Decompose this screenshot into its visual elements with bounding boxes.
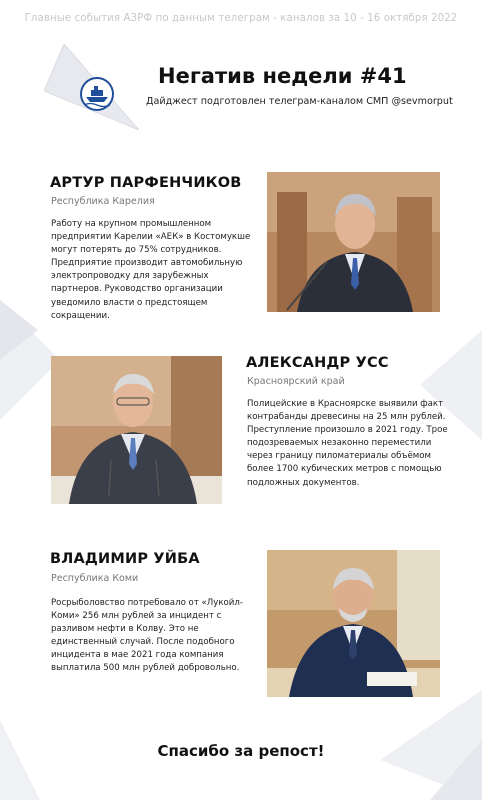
person-name: АРТУР ПАРФЕНЧИКОВ bbox=[50, 175, 242, 191]
person-photo bbox=[267, 550, 440, 697]
person-name: АЛЕКСАНДР УСС bbox=[246, 355, 389, 371]
person-photo bbox=[51, 356, 222, 504]
header-caption: Главные события АЗРФ по данным телеграм - каналов за 10 - 16 октября 2022 bbox=[24, 13, 458, 24]
person-region: Республика Карелия bbox=[51, 196, 155, 207]
person-region: Республика Коми bbox=[51, 573, 139, 584]
person-photo bbox=[267, 172, 440, 312]
person-name: ВЛАДИМИР УЙБА bbox=[50, 551, 200, 567]
person-description: Работу на крупном промышленном предприятии Карелии «АЕК» в Костомукше могут потерять до 75% сотрудников. Предприятие производит автомобильную электропроводку для зарубежных партнеров. Руководство организации уведомило власти о предстоящем сокращении. bbox=[51, 219, 251, 321]
page-subtitle: Дайджест подготовлен телеграм-каналом СМП @sevmorput bbox=[146, 96, 453, 107]
person-region: Красноярский край bbox=[247, 376, 345, 387]
thanks-footer: Спасибо за репост! bbox=[157, 742, 325, 760]
person-description: Росрыболовство потребовало от «Лукойл- Коми» 256 млн рублей за инцидент с разливом нефти в Колву. Это не единственный случай. После подобного инцидента в мае 2021 года компания выплатила 500 млн рублей добровольно. bbox=[51, 598, 243, 674]
person-description: Полицейские в Красноярске выявили факт контрабанды древесины на 25 млн рублей. Преступление произошло в 2021 году. Трое подозреваемых незаконно переместили через границу пиломатериалы объёмом более 1700 кубических метров с помощью подложных документов. bbox=[247, 399, 448, 488]
page-title: Негатив недели #41 bbox=[158, 64, 407, 88]
logo bbox=[44, 44, 139, 136]
